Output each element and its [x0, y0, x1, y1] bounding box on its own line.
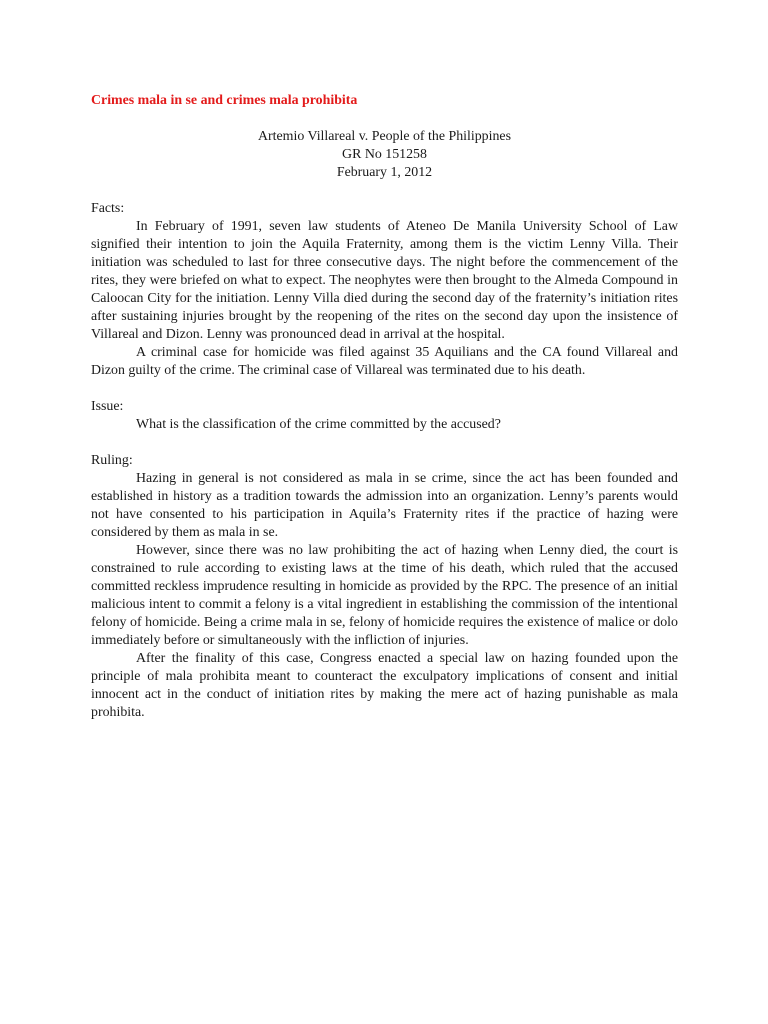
- facts-paragraph: A criminal case for homicide was filed against 35 Aquilians and the CA found Villareal and Dizon guilty of the crime. The criminal case of Villareal was terminated due to his death.: [91, 345, 678, 378]
- section-spacer: [91, 380, 678, 398]
- ruling-label: Ruling:: [91, 453, 133, 468]
- case-number: GR No 151258: [342, 147, 427, 162]
- facts-paragraph: In February of 1991, seven law students of Ateneo De Manila University School of Law signified their intention to join the Aquila Fraternity, among them is the victim Lenny Villa. Their initiation was scheduled to last for three consecutive days. The night before the commencement of the rites, they were briefed on what to expect. The neophytes were then brought to the Almeda Compound in Caloocan City for the initiation. Lenny Villa died during the second day of the fraternity’s initiation rites after sustaining injuries brought by the reopening of the rites on the second day upon the insistence of Villareal and Dizon. Lenny was pronounced dead in arrival at the hospital.: [91, 219, 678, 342]
- issue-question: What is the classification of the crime committed by the accused?: [136, 417, 501, 432]
- ruling-paragraph: However, since there was no law prohibiting the act of hazing when Lenny died, the court is constrained to rule according to existing laws at the time of his death, which ruled that the accused committed reckless imprudence resulting in homicide as provided by the RPC. The presence of an initial malicious intent to commit a felony is a vital ingredient in establishing the commission of the intentional felony of homicide. Being a crime mala in se, felony of homicide requires the existence of malice or dolo immediately before or simultaneously with the infliction of injuries.: [91, 543, 678, 648]
- issue-label: Issue:: [91, 399, 124, 414]
- section-spacer: [91, 434, 678, 452]
- case-name: Artemio Villareal v. People of the Philippines: [257, 129, 511, 144]
- case-date: February 1, 2012: [336, 165, 433, 180]
- ruling-paragraph: Hazing in general is not considered as mala in se crime, since the act has been founded and established in history as a tradition towards the admission into an organization. Lenny’s parents would not have consented to his participation in Aquila’s Fraternity rites if the practice of hazing were considered by them as mala in se.: [91, 471, 678, 540]
- case-header: [91, 128, 678, 182]
- ruling-paragraph: After the finality of this case, Congress enacted a special law on hazing founded upon the principle of mala prohibita meant to counteract the exculpatory implications of consent and initial innocent act in the conduct of initiation rites by making the mere act of hazing punishable as mala prohibita.: [91, 651, 678, 720]
- document-body: [91, 92, 678, 722]
- document-title: Crimes mala in se and crimes mala prohibita: [91, 93, 358, 108]
- facts-label: Facts:: [91, 201, 125, 216]
